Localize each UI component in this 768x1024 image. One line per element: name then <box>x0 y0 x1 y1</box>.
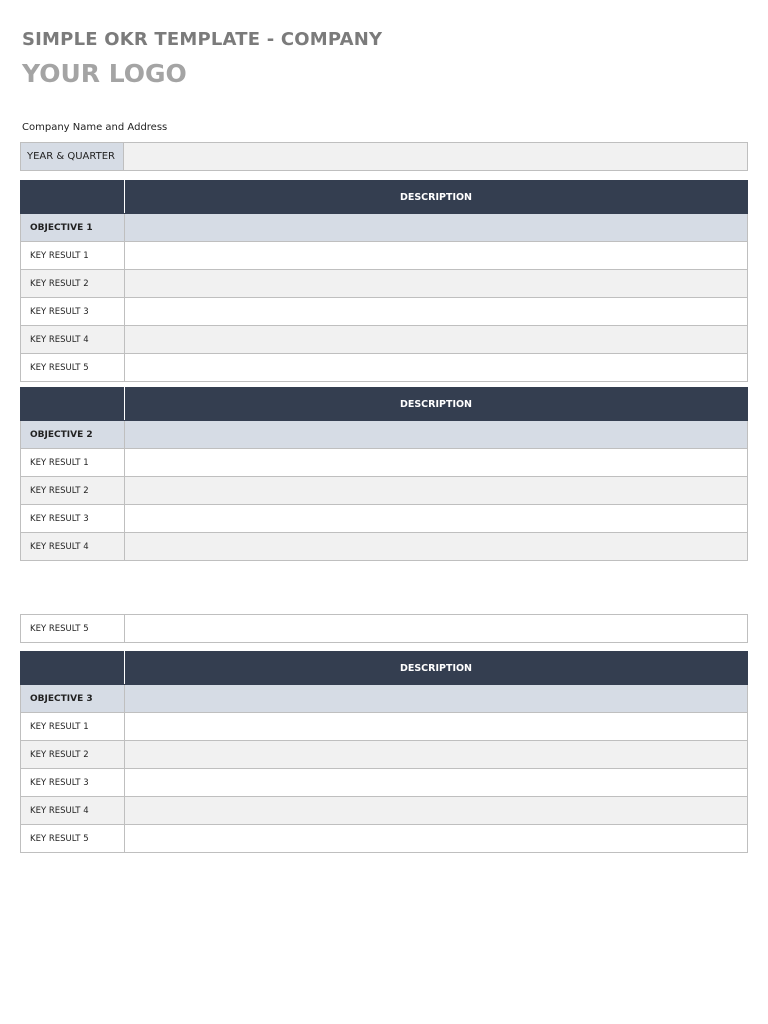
table-header-row <box>21 181 748 214</box>
key-result-description[interactable] <box>125 242 748 270</box>
key-result-label: KEY RESULT 2 <box>21 477 125 505</box>
key-result-description[interactable] <box>125 449 748 477</box>
key-result-row <box>21 797 748 825</box>
key-result-label: KEY RESULT 4 <box>21 326 125 354</box>
okr-table-objective-2 <box>20 387 748 561</box>
key-result-label: KEY RESULT 1 <box>21 449 125 477</box>
key-result-description[interactable] <box>125 533 748 561</box>
objective-row <box>21 421 748 449</box>
key-result-row <box>21 270 748 298</box>
key-result-description[interactable] <box>125 741 748 769</box>
key-result-row <box>21 242 748 270</box>
year-quarter-field[interactable] <box>124 143 747 170</box>
objective-description[interactable] <box>125 685 748 713</box>
key-result-description[interactable] <box>125 713 748 741</box>
key-result-description[interactable] <box>125 825 748 853</box>
key-result-row <box>21 615 748 643</box>
key-result-description[interactable] <box>125 615 748 643</box>
description-header: DESCRIPTION <box>125 652 748 685</box>
objective-row <box>21 214 748 242</box>
key-result-row <box>21 713 748 741</box>
key-result-label: KEY RESULT 5 <box>21 615 125 643</box>
key-result-label: KEY RESULT 3 <box>21 769 125 797</box>
key-result-description[interactable] <box>125 797 748 825</box>
key-result-row <box>21 769 748 797</box>
key-result-row <box>21 354 748 382</box>
key-result-label: KEY RESULT 2 <box>21 270 125 298</box>
okr-table-continuation <box>20 614 748 643</box>
okr-table-objective-1 <box>20 180 748 382</box>
key-result-description[interactable] <box>125 477 748 505</box>
key-result-row <box>21 825 748 853</box>
header-blank-cell <box>21 181 125 214</box>
year-quarter-row <box>20 142 748 171</box>
table-header-row <box>21 652 748 685</box>
key-result-label: KEY RESULT 5 <box>21 825 125 853</box>
key-result-row <box>21 505 748 533</box>
key-result-row <box>21 533 748 561</box>
key-result-label: KEY RESULT 1 <box>21 242 125 270</box>
description-header: DESCRIPTION <box>125 388 748 421</box>
okr-table-objective-3 <box>20 651 748 853</box>
description-header: DESCRIPTION <box>125 181 748 214</box>
key-result-description[interactable] <box>125 769 748 797</box>
key-result-row <box>21 298 748 326</box>
objective-row <box>21 685 748 713</box>
header-blank-cell <box>21 388 125 421</box>
key-result-label: KEY RESULT 5 <box>21 354 125 382</box>
objective-label: OBJECTIVE 3 <box>21 685 125 713</box>
logo-placeholder: YOUR LOGO <box>22 59 187 88</box>
key-result-label: KEY RESULT 2 <box>21 741 125 769</box>
objective-description[interactable] <box>125 214 748 242</box>
objective-label: OBJECTIVE 1 <box>21 214 125 242</box>
key-result-label: KEY RESULT 3 <box>21 298 125 326</box>
objective-description[interactable] <box>125 421 748 449</box>
header-blank-cell <box>21 652 125 685</box>
year-quarter-label: YEAR & QUARTER <box>21 143 124 170</box>
key-result-label: KEY RESULT 4 <box>21 533 125 561</box>
key-result-description[interactable] <box>125 354 748 382</box>
key-result-label: KEY RESULT 1 <box>21 713 125 741</box>
key-result-row <box>21 449 748 477</box>
key-result-label: KEY RESULT 4 <box>21 797 125 825</box>
key-result-label: KEY RESULT 3 <box>21 505 125 533</box>
key-result-row <box>21 326 748 354</box>
key-result-description[interactable] <box>125 326 748 354</box>
key-result-row <box>21 477 748 505</box>
company-name-address: Company Name and Address <box>22 122 168 133</box>
table-header-row <box>21 388 748 421</box>
key-result-row <box>21 741 748 769</box>
key-result-description[interactable] <box>125 270 748 298</box>
document-title: SIMPLE OKR TEMPLATE - COMPANY <box>22 29 383 50</box>
key-result-description[interactable] <box>125 505 748 533</box>
objective-label: OBJECTIVE 2 <box>21 421 125 449</box>
key-result-description[interactable] <box>125 298 748 326</box>
